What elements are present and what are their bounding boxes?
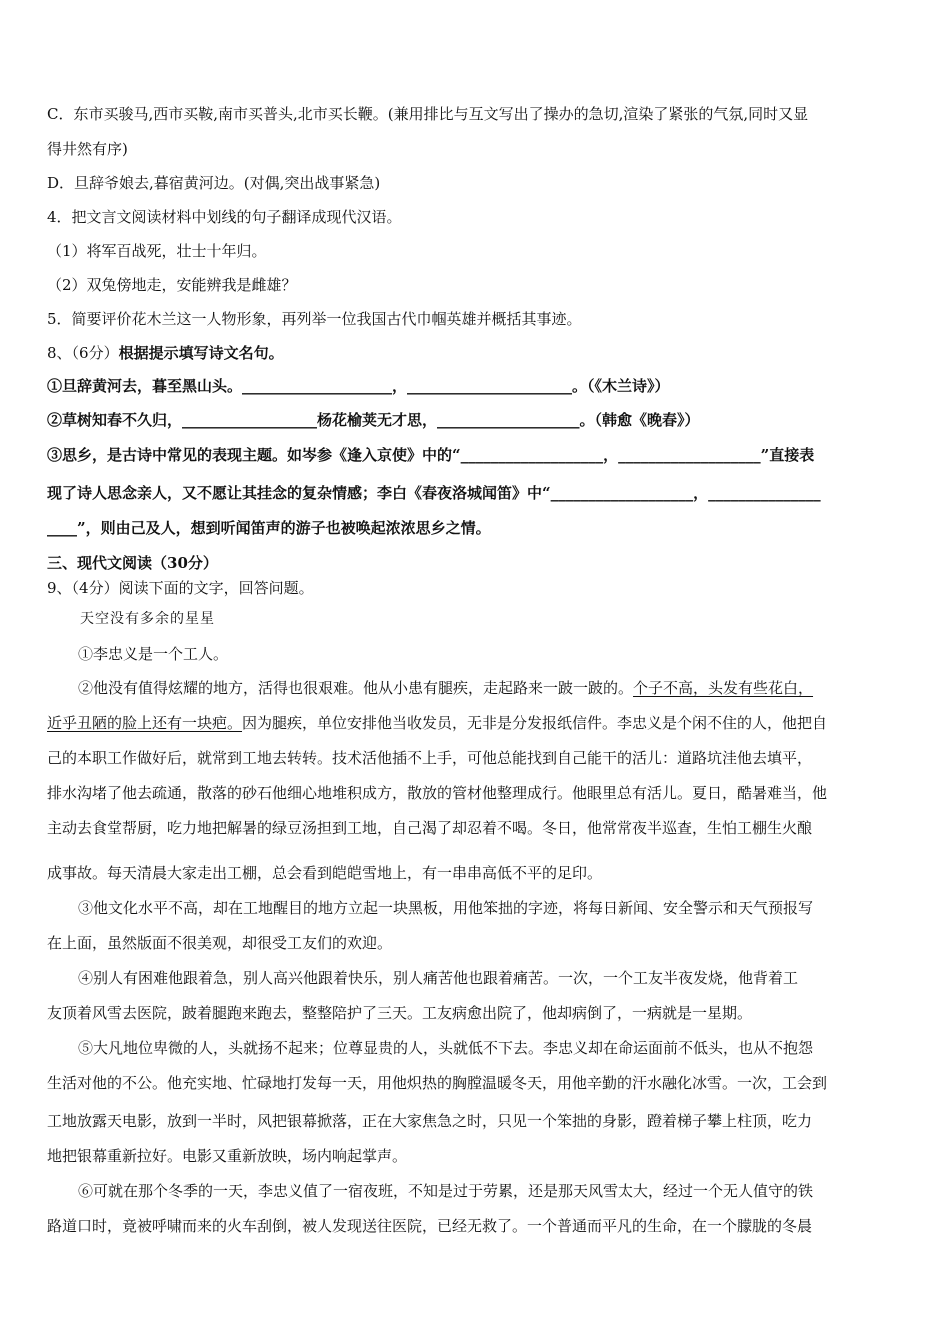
paragraph-3-line-1: ③他文化水平不高，却在工地醒目的地方立起一块黑板，用他笨拙的字迹，将每日新闻、安全警示和天气预报写	[78, 899, 814, 917]
question-4-sentence-1: （1）将军百战死，壮士十年归。	[47, 242, 267, 260]
question-8-header	[47, 343, 284, 363]
paragraph-2-line-2	[47, 713, 827, 733]
paragraph-2-line-6: 成事故。每天清晨大家走出工棚，总会看到皑皑雪地上，有一串串高低不平的足印。	[47, 864, 603, 882]
underlined-sentence-part-1: 个子不高，头发有些花白，	[633, 679, 814, 697]
option-c-line2: 得井然有序)	[47, 140, 128, 158]
paragraph-6-line-1: ⑥可就在那个冬季的一天，李忠义值了一宿夜班，不知是过于劳累，还是那天风雪太大，经过一个无人值守的铁	[78, 1182, 814, 1200]
question-8-line-5: ____”，则由己及人，想到听闻笛声的游子也被唤起浓浓思乡之情。	[47, 519, 491, 537]
paragraph-5-line-1: ⑤大凡地位卑微的人，头就扬不起来；位尊显贵的人，头就低不下去。李忠义却在命运面前不低头，也从不抱怨	[78, 1039, 814, 1057]
question-8-number: 8、（6分）	[47, 344, 119, 362]
question-8-instruction: 根据提示填写诗文名句。	[118, 344, 284, 362]
paragraph-1: ①李忠义是一个工人。	[78, 645, 229, 663]
question-4-sentence-2: （2）双兔傍地走，安能辨我是雌雄？	[47, 276, 297, 294]
paragraph-2-line-3: 己的本职工作做好后，就常到工地去转转。技术活他插不上手，可他总能找到自己能干的活儿：道路坑洼他去填平，	[47, 749, 813, 767]
passage-title: 天空没有多余的星星	[80, 611, 215, 627]
paragraph-2-line-4: 排水沟堵了他去疏通，散落的砂石他细心地堆积成方，散放的管材他整理成行。他眼里总有活儿。夏日，酷暑难当，他	[47, 784, 828, 802]
paragraph-4-line-2: 友顶着风雪去医院，跛着腿跑来跑去，整整陪护了三天。工友病愈出院了，他却病倒了，一病就是一星期。	[47, 1004, 753, 1022]
paragraph-2-line-1	[78, 678, 813, 698]
paragraph-3-line-2: 在上面，虽然版面不很美观，却很受工友们的欢迎。	[47, 934, 393, 952]
paragraph-2-text-a: ②他没有值得炫耀的地方，活得也很艰难。他从小患有腿疾，走起路来一跛一跛的。	[78, 679, 634, 697]
paragraph-2-line-5: 主动去食堂帮厨，吃力地把解暑的绿豆汤担到工地，自己渴了却忍着不喝。冬日，他常常夜半巡查，生怕工棚生火酿	[47, 819, 813, 837]
paragraph-5-line-3: 工地放露天电影，放到一半时，风把银幕掀落，正在大家焦急之时，只见一个笨拙的身影，蹬着梯子攀上柱顶，吃力	[47, 1112, 813, 1130]
paragraph-4-line-1: ④别人有困难他跟着急，别人高兴他跟着快乐，别人痛苦他也跟着痛苦。一次，一个工友半夜发烧，他背着工	[78, 969, 799, 987]
option-c-line1: C．东市买骏马,西市买鞍,南市买普头,北市买长鞭。(兼用排比与互文写出了操办的急切,渲染了紧张的气氛,同时又显	[47, 105, 809, 123]
paragraph-5-line-2: 生活对他的不公。他充实地、忙碌地打发每一天，用他炽热的胸膛温暖冬天，用他辛勤的汗水融化冰雪。一次，工会到	[47, 1074, 828, 1092]
paragraph-6-line-2: 路道口时，竟被呼啸而来的火车刮倒，被人发现送往医院，已经无救了。一个普通而平凡的生命，在一个朦胧的冬晨	[47, 1217, 813, 1235]
question-5: 5．简要评价花木兰这一人物形象，再列举一位我国古代巾帼英雄并概括其事迹。	[47, 310, 582, 328]
question-4-prompt: 4．把文言文阅读材料中划线的句子翻译成现代汉语。	[47, 208, 402, 226]
question-9-header: 9、（4分）阅读下面的文字，回答问题。	[47, 579, 314, 597]
paragraph-5-line-4: 地把银幕重新拉好。电影又重新放映，场内响起掌声。	[47, 1147, 408, 1165]
question-8-line-4: 现了诗人思念亲人，又不愿让其挂念的复杂情感；李白《春夜洛城闻笛》中“___________________，_______________	[47, 484, 821, 502]
question-8-line-2: ②草树知春不久归，__________________杨花榆荚无才思，___________________。（韩愈《晚春》）	[47, 411, 700, 429]
question-8-line-3: ③思乡，是古诗中常见的表现主题。如岑参《逢入京使》中的“___________________，___________________”直接表	[47, 446, 815, 464]
option-d: D．旦辞爷娘去,暮宿黄河边。(对偶,突出战事紧急)	[47, 174, 381, 192]
section-3-heading: 三、现代文阅读（30分）	[47, 554, 218, 572]
question-8-line-1: ①旦辞黄河去，暮至黑山头。____________________，______________________。（《木兰诗》）	[47, 377, 670, 395]
paragraph-2-text-b: 因为腿疾，单位安排他当收发员，无非是分发报纸信件。李忠义是个闲不住的人，他把自	[242, 714, 828, 732]
underlined-sentence-part-2: 近乎丑陋的脸上还有一块疤。	[47, 714, 243, 732]
